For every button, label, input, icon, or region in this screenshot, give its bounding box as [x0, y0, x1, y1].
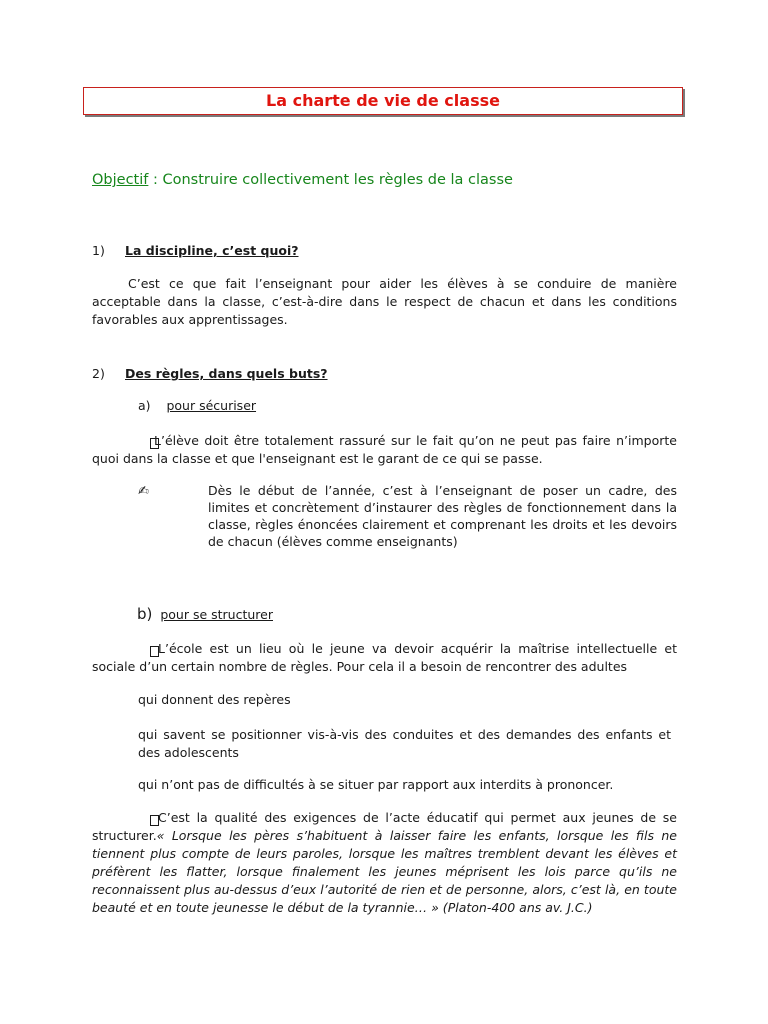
sub-b-point1: L’école est un lieu où le jeune va devoir acquérir la maîtrise intellectuelle et sociale d’un certain nombre de règles. Pour cela il a besoin de rencontrer des adultes	[92, 641, 677, 674]
objective-text: Construire collectivement les règles de la classe	[162, 172, 513, 188]
section2-heading: Des règles, dans quels buts?	[125, 366, 328, 381]
section1-paragraph: C’est ce que fait l’enseignant pour aider les élèves à se conduire de manière acceptable dans la classe, c’est-à-dire dans le respect de chacun et dans les conditions favorables aux apprentissages.	[92, 276, 677, 327]
sub-a	[138, 398, 256, 413]
section1-number: 1)	[92, 243, 105, 258]
objective-separator: :	[148, 172, 163, 188]
section2-number: 2)	[92, 366, 105, 381]
sub-b-point2	[92, 809, 677, 917]
sub-b	[137, 605, 273, 623]
adults-list-item: qui donnent des repères	[138, 692, 291, 707]
objective-label: Objectif	[92, 172, 149, 188]
sub-a-point1: L’élève doit être totalement rassuré sur le fait qu’on ne peut pas faire n’importe quoi dans la classe et que l'enseignant est le garant de ce qui se passe.	[92, 433, 677, 466]
objective-line	[92, 172, 513, 188]
adults-list-item: qui n’ont pas de difficultés à se situer par rapport aux interdits à prononcer.	[138, 777, 614, 792]
sub-a-letter: a)	[138, 398, 151, 413]
sub-b-label: pour se structurer	[160, 607, 273, 622]
page-title: La charte de vie de classe	[266, 91, 500, 110]
sub-a-label: pour sécuriser	[166, 398, 257, 413]
pen-icon: ✍	[138, 484, 149, 499]
sub-b-point2-intro: C’est la qualité des exigences de l’acte éducatif qui permet aux jeunes de se structurer.	[92, 810, 677, 843]
platon-quote: « Lorsque les pères s’habituent à laisser faire les enfants, lorsque les fils ne tiennent plus compte de leurs paroles, lorsque les maîtres tremblent devant les élèves et préfèrent les flatter, lorsque finalement les jeunes méprisent les lois parce qu’ils ne reconnaissent plus au-dessus d’eux l’autorité de rien et de personne, alors, c’est là, en toute beauté et en toute jeunesse le début de la tyrannie… » (Platon-400 ans av. J.C.)	[92, 828, 677, 915]
sub-a-pen-note: Dès le début de l’année, c’est à l’enseignant de poser un cadre, des limites et concrètement d’instaurer des règles de fonctionnement dans la classe, règles énoncées clairement et comprenant les droits et les devoirs de chacun (élèves comme enseignants)	[208, 483, 677, 549]
section1-heading: La discipline, c’est quoi?	[125, 243, 299, 258]
adults-list-item: qui savent se positionner vis-à-vis des conduites et des demandes des enfants et des adolescents	[138, 727, 671, 760]
sub-b-letter: b)	[137, 605, 153, 623]
